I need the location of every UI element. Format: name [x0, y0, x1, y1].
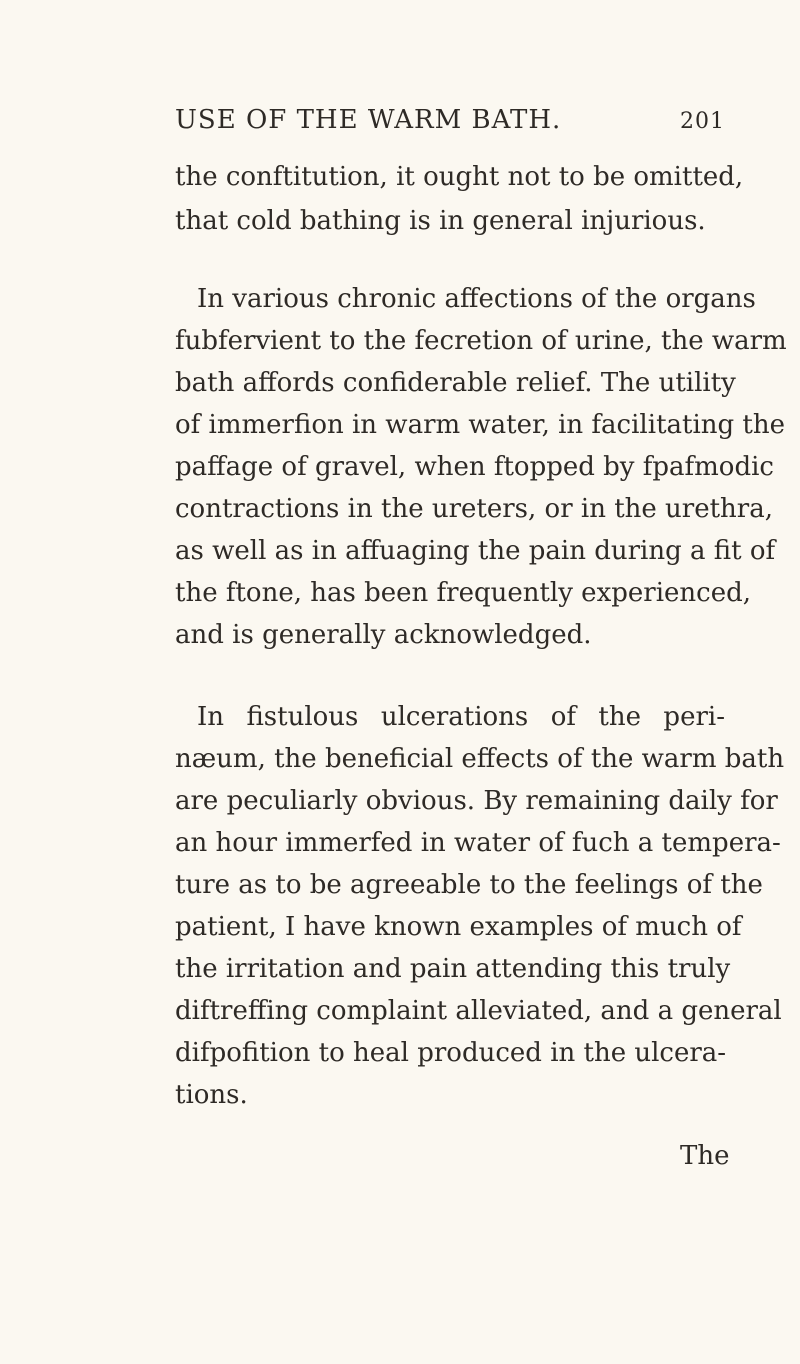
text-line: tions. — [175, 1080, 248, 1110]
text-line: the irritation and pain attending this truly — [175, 954, 731, 984]
text-line: In various chronic affections of the organs — [197, 284, 756, 314]
text-line: difpofition to heal produced in the ulcera- — [175, 1038, 727, 1068]
text-line: the ftone, has been frequently experienced, — [175, 578, 751, 608]
text-line: that cold bathing is in general injurious. — [175, 206, 706, 236]
text-line: as well as in affuaging the pain during a fit of — [175, 536, 776, 566]
text-line: næum, the beneficial effects of the warm bath — [175, 744, 785, 774]
text-line: and is generally acknowledged. — [175, 620, 592, 650]
text-line: the conftitution, it ought not to be omitted, — [175, 162, 744, 192]
text-line: are peculiarly obvious. By remaining daily for — [175, 786, 778, 816]
text-line: contractions in the ureters, or in the urethra, — [175, 494, 773, 524]
text-line: paffage of gravel, when ftopped by fpafmodic — [175, 452, 774, 482]
running-head-title: USE OF THE WARM BATH. — [175, 105, 562, 135]
catchword: The — [680, 1141, 730, 1171]
text-line: patient, I have known examples of much of — [175, 912, 742, 942]
text-line: of immerfion in warm water, in facilitating the — [175, 410, 786, 440]
text-line: In fistulous ulcerations of the peri- — [197, 702, 725, 732]
text-line: diftreffing complaint alleviated, and a general — [175, 996, 782, 1026]
text-line: an hour immerfed in water of fuch a tempera- — [175, 828, 781, 858]
text-line: fubfervient to the fecretion of urine, the warm — [175, 326, 787, 356]
page-number: 201 — [680, 109, 725, 134]
running-head — [175, 105, 725, 139]
text-line: bath affords confiderable relief. The utility — [175, 368, 736, 398]
text-line: ture as to be agreeable to the feelings of the — [175, 870, 763, 900]
